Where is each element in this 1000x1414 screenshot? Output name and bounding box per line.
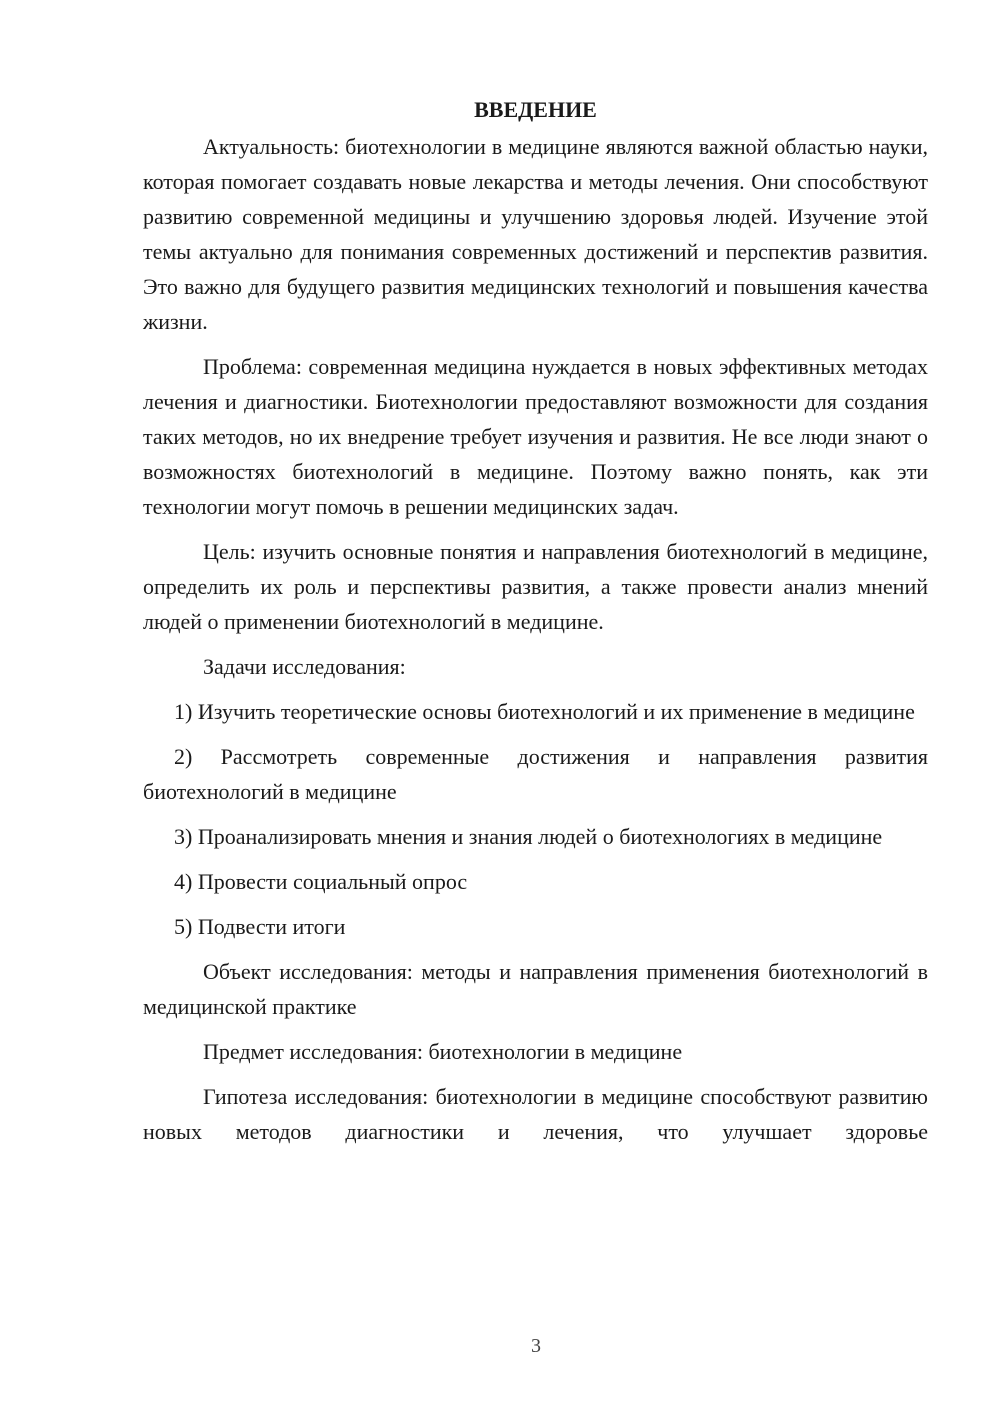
tasks-title: Задачи исследования: [203,654,406,679]
task-item-5: 5) Подвести итоги [174,914,346,939]
problem-paragraph: Проблема: современная медицина нуждается в новых эффективных методах лечения и диагностики. Биотехнологии предоставляют возможности для создания таких методов, но их внедрение требует изучения и развития. Не все люди знают о возможностях биотехнологий в медицине. Поэтому важно понять, как эти технологии могут помочь в решении медицинских задач. [143,354,928,519]
object-paragraph: Объект исследования: методы и направления применения биотехнологий в медицинской практике [143,959,928,1019]
task-item-1: 1) Изучить теоретические основы биотехнологий и их применение в медицине [174,699,915,724]
task-item-2: 2) Рассмотреть современные достижения и направления развития биотехнологий в медицине [143,744,928,804]
task-item-4: 4) Провести социальный опрос [174,869,468,894]
task-item-3: 3) Проанализировать мнения и знания людей о биотехнологиях в медицине [174,824,883,849]
hypothesis-paragraph: Гипотеза исследования: биотехнологии в медицине способствуют развитию новых методов диагностики и лечения, что улучшает здоровье [143,1084,928,1144]
goal-paragraph: Цель: изучить основные понятия и направления биотехнологий в медицине, определить их роль и перспективы развития, а также провести анализ мнений людей о применении биотехнологий в медицине. [143,539,928,634]
page-number: 3 [531,1335,541,1357]
relevance-paragraph: Актуальность: биотехнологии в медицине являются важной областью науки, которая помогает создавать новые лекарства и методы лечения. Они способствуют развитию современной медицины и улучшению здоровья людей. Изучение этой темы актуально для понимания современных достижений и перспектив развития. Это важно для будущего развития медицинских технологий и повышения качества жизни. [143,134,928,334]
document-page [143,92,928,1149]
subject-paragraph: Предмет исследования: биотехнологии в медицине [203,1039,683,1064]
page-title: ВВЕДЕНИЕ [474,97,597,122]
